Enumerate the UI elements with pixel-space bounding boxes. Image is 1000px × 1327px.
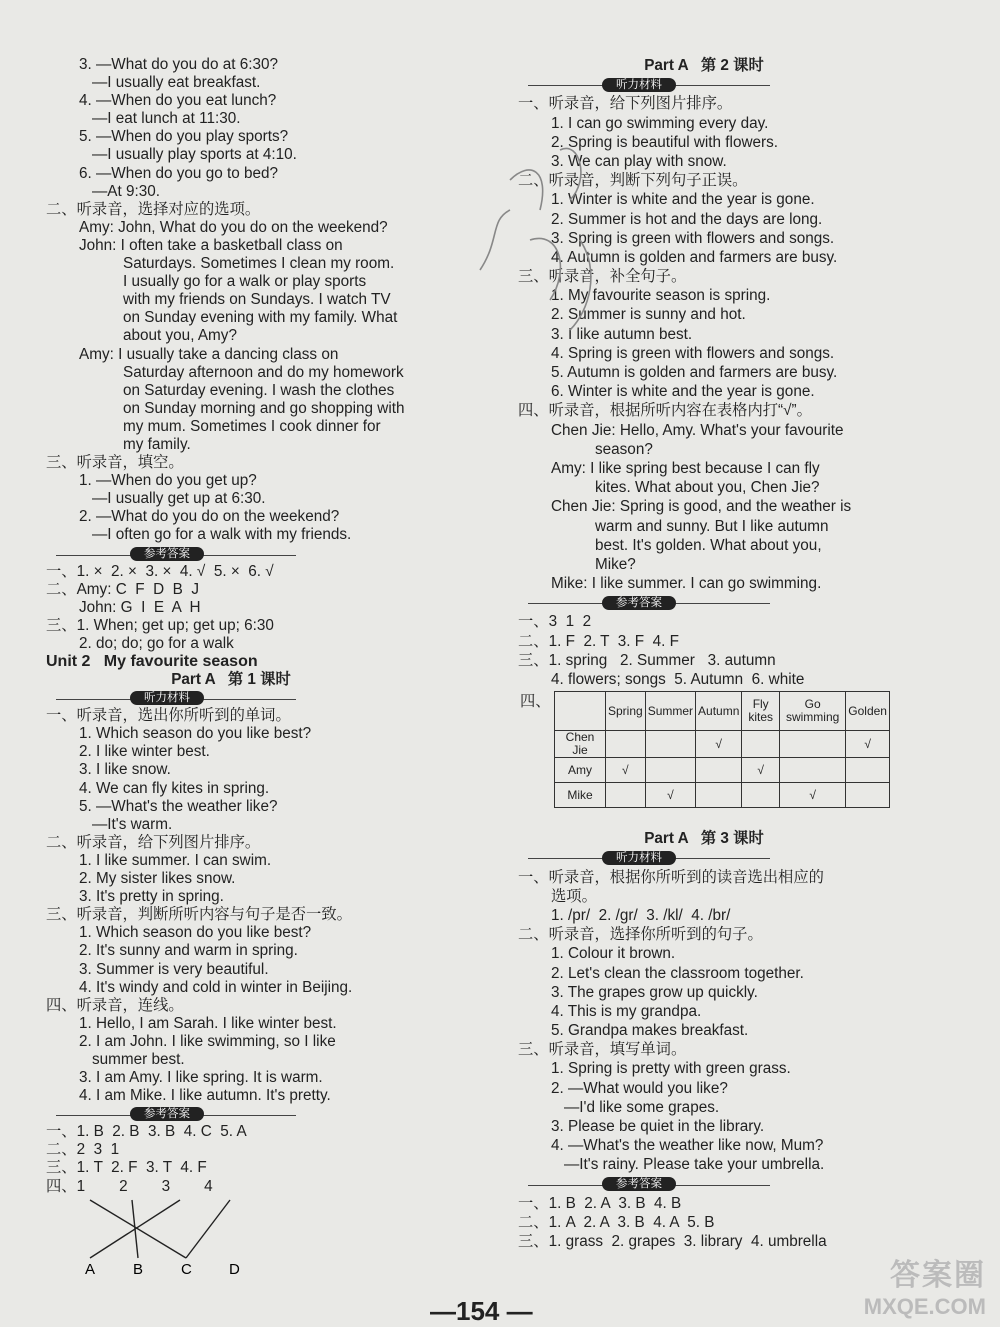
table-cell — [846, 783, 890, 808]
section-divider — [518, 593, 890, 612]
text-line: about you, Amy? — [123, 327, 237, 345]
watermark-line2: MXQE.COM — [863, 1294, 986, 1319]
text-line: 四、1 2 3 4 — [46, 1177, 213, 1195]
text-line: 4. flowers; songs 5. Autumn 6. white — [551, 671, 805, 688]
answer-table — [554, 691, 890, 808]
section-divider — [518, 75, 890, 94]
table-cell — [696, 783, 742, 808]
match-letter: B — [133, 1260, 144, 1278]
text-line: 一、3 1 2 — [518, 613, 592, 631]
text-line: 4. I am Mike. I like autumn. It's pretty. — [79, 1087, 331, 1105]
table-cell — [696, 758, 742, 783]
text-line: with my friends on Sundays. I watch TV — [123, 291, 391, 309]
handwritten-pencil-scribble — [470, 120, 630, 340]
answer-table-block — [518, 689, 890, 829]
text-line: 1. Which season do you like best? — [79, 725, 312, 743]
text-line: 1. Winter is white and the year is gone. — [551, 191, 815, 209]
text-line: 3. It's pretty in spring. — [79, 888, 224, 906]
text-line: 二、1. F 2. T 3. F 4. F — [518, 632, 679, 650]
table-cell: √ — [742, 758, 780, 783]
table-row-label: Chen Jie — [555, 731, 606, 758]
text-line: 二、1. A 2. A 3. B 4. A 5. B — [518, 1213, 715, 1231]
section-badge: 参考答案 — [602, 1177, 676, 1191]
text-line: summer best. — [92, 1050, 185, 1068]
text-line: Saturday afternoon and do my homework — [123, 363, 404, 381]
text-line: Amy: John, What do you do on the weekend? — [79, 218, 388, 236]
table-cell — [606, 731, 646, 758]
text-line: Mike? — [595, 555, 636, 573]
text-line: 1. Colour it brown. — [551, 945, 676, 963]
page-number: —154 — — [430, 1296, 533, 1326]
section-divider — [46, 545, 416, 563]
text-line: Amy: I usually take a dancing class on — [79, 345, 339, 363]
table-header-cell: Spring — [606, 692, 646, 731]
text-line: 一、1. B 2. A 3. B 4. B — [518, 1194, 682, 1212]
text-line: —I usually get up at 6:30. — [92, 490, 266, 508]
text-line: 二、听录音，给下列图片排序。 — [46, 833, 261, 851]
text-line: 一、1. × 2. × 3. × 4. √ 5. × 6. √ — [46, 562, 274, 580]
table-cell — [846, 758, 890, 783]
table-row — [555, 758, 890, 783]
text-line: 6. —When do you go to bed? — [79, 164, 278, 182]
text-line: my family. — [123, 435, 191, 453]
text-line: 3. Please be quiet in the library. — [551, 1118, 765, 1135]
text-line: 4. Spring is green with flowers and songs. — [551, 344, 835, 362]
text-line: 三、1. grass 2. grapes 3. library 4. umbrella — [518, 1233, 827, 1251]
text-line: 5. Autumn is golden and farmers are busy. — [551, 364, 838, 381]
text-line: 选项。 — [551, 887, 597, 905]
text-line: 1. Which season do you like best? — [79, 924, 312, 942]
text-line: on Saturday evening. I wash the clothes — [123, 381, 395, 399]
text-line: 4. It's windy and cold in winter in Beijing. — [79, 978, 353, 996]
text-line: on Sunday morning and go shopping with — [123, 399, 405, 417]
text-line: 3. We can play with snow. — [551, 152, 727, 170]
text-line: 三、听录音，填空。 — [46, 454, 184, 472]
text-line: kites. What about you, Chen Jie? — [595, 479, 820, 497]
text-line: Amy: I like spring best because I can fly — [551, 459, 820, 477]
text-line: 三、听录音，填写单词。 — [518, 1041, 687, 1059]
text-line: —I often go for a walk with my friends. — [92, 526, 352, 544]
right-bottom-section — [518, 829, 890, 1251]
table-row — [555, 783, 890, 808]
match-letter: C — [181, 1260, 192, 1278]
table-header-cell — [555, 692, 606, 731]
text-line: Saturdays. Sometimes I clean my room. — [123, 255, 395, 273]
text-line: —At 9:30. — [92, 182, 161, 200]
text-line: 3. —What do you do at 6:30? — [79, 56, 278, 73]
text-line: —It's rainy. Please take your umbrella. — [564, 1156, 825, 1174]
section-badge: 听力材料 — [602, 78, 676, 92]
table-cell — [645, 758, 695, 783]
text-line: 5. —What's the weather like? — [79, 797, 278, 815]
text-line: my mum. Sometimes I cook dinner for — [123, 417, 381, 435]
text-line: 1. Spring is pretty with green grass. — [551, 1060, 791, 1078]
text-line: 三、听录音，判断所听内容与句子是否一致。 — [46, 906, 352, 924]
text-line: John: I often take a basketball class on — [79, 236, 343, 254]
text-line: Chen Jie: Hello, Amy. What's your favourite — [551, 421, 844, 439]
text-line: 1. I like summer. I can swim. — [79, 851, 272, 869]
text-line: 1. My favourite season is spring. — [551, 287, 771, 305]
text-line: 3. I like autumn best. — [551, 325, 693, 343]
text-line: —I eat lunch at 11:30. — [92, 110, 241, 128]
section-divider — [46, 689, 416, 707]
text-line: John: G I E A H — [79, 598, 201, 616]
table-header-cell: Autumn — [696, 692, 742, 731]
section-badge: 参考答案 — [130, 547, 204, 561]
section-divider — [518, 848, 890, 867]
text-line: 2. Let's clean the classroom together. — [551, 964, 804, 982]
table-header-cell: Golden — [846, 692, 890, 731]
matching-diagram — [46, 1196, 416, 1278]
text-line: 一、听录音，选出你所听到的单词。 — [46, 707, 291, 725]
text-line: 三、1. T 2. F 3. T 4. F — [46, 1159, 207, 1177]
left-column — [46, 56, 416, 1278]
text-line: 一、听录音，给下列图片排序。 — [518, 95, 733, 113]
text-line: Mike: I like summer. I can go swimming. — [551, 575, 822, 593]
text-line: 3. The grapes grow up quickly. — [551, 983, 758, 1001]
text-line: 二、Amy: C F D B J — [46, 580, 199, 598]
text-line: —I usually play sports at 4:10. — [92, 146, 297, 164]
text-line: 4. Autumn is golden and farmers are busy. — [551, 248, 838, 266]
text-line: 1. Hello, I am Sarah. I like winter best. — [79, 1014, 337, 1032]
text-line: warm and sunny. But I like autumn — [595, 517, 829, 535]
table-cell — [780, 731, 846, 758]
text-line: 3. Spring is green with flowers and songs. — [551, 229, 835, 247]
text-line: 4. This is my grandpa. — [551, 1002, 702, 1020]
table-row-label: Mike — [555, 783, 606, 808]
text-line: 二、听录音，选择对应的选项。 — [46, 200, 261, 218]
text-line: 三、1. When; get up; get up; 6:30 — [46, 616, 274, 634]
match-letter: D — [229, 1260, 240, 1278]
table-cell — [645, 731, 695, 758]
text-line: —It's warm. — [92, 815, 173, 833]
table-row-label: Amy — [555, 758, 606, 783]
text-line: 4. We can fly kites in spring. — [79, 779, 270, 797]
text-line: 4. —When do you eat lunch? — [79, 92, 277, 110]
text-line: 1. I can go swimming every day. — [551, 114, 769, 132]
table-cell: √ — [606, 758, 646, 783]
text-line: 二、听录音，选择你所听到的句子。 — [518, 926, 763, 944]
lesson-heading: Part A 第 3 课时 — [644, 830, 764, 848]
text-line: Chen Jie: Spring is good, and the weather is — [551, 498, 852, 516]
text-line: 6. Winter is white and the year is gone. — [551, 383, 815, 401]
text-line: 二、听录音，判断下列句子正误。 — [518, 172, 748, 190]
text-line: 5. Grandpa makes breakfast. — [551, 1022, 749, 1040]
text-line: on Sunday evening with my family. What — [123, 309, 398, 327]
text-line: 1. —When do you get up? — [79, 472, 257, 490]
text-line: 1. /pr/ 2. /gr/ 3. /kl/ 4. /br/ — [551, 906, 731, 924]
table-cell — [742, 783, 780, 808]
section-badge: 听力材料 — [602, 851, 676, 865]
text-line: 2. Summer is sunny and hot. — [551, 306, 746, 324]
lesson-heading: Part A 第 1 课时 — [171, 671, 291, 689]
text-line: season? — [595, 440, 653, 458]
table-label: 四、 — [520, 693, 551, 711]
section-divider — [46, 1105, 416, 1123]
text-line: —I'd like some grapes. — [564, 1098, 720, 1116]
text-line: 3. I am Amy. I like spring. It is warm. — [79, 1069, 323, 1087]
lesson-heading: Part A 第 2 课时 — [644, 57, 764, 74]
text-line: 2. I am John. I like swimming, so I like — [79, 1032, 336, 1050]
table-cell — [606, 783, 646, 808]
text-line: 一、1. B 2. B 3. B 4. C 5. A — [46, 1123, 247, 1141]
text-line: 一、听录音，根据你所听到的读音选出相应的 — [518, 868, 824, 886]
text-line: 四、听录音，连线。 — [46, 996, 184, 1014]
table-cell — [780, 758, 846, 783]
text-line: 2. Summer is hot and the days are long. — [551, 210, 823, 228]
text-line: 三、1. spring 2. Summer 3. autumn — [518, 651, 776, 669]
unit-title: Unit 2 My favourite season — [46, 653, 258, 670]
text-line: 2. —What would you like? — [551, 1079, 728, 1097]
table-row — [555, 731, 890, 758]
text-line: 2. I like winter best. — [79, 743, 210, 761]
table-header-cell: Fly kites — [742, 692, 780, 731]
match-line — [186, 1200, 230, 1258]
text-line: 3. Summer is very beautiful. — [79, 960, 269, 978]
text-line: 二、2 3 1 — [46, 1141, 120, 1159]
text-line: 4. —What's the weather like now, Mum? — [551, 1137, 824, 1155]
table-cell: √ — [780, 783, 846, 808]
table-cell: √ — [846, 731, 890, 758]
table-header-cell: Summer — [645, 692, 695, 731]
section-badge: 听力材料 — [130, 691, 204, 705]
table-cell — [742, 731, 780, 758]
text-line: 2. Spring is beautiful with flowers. — [551, 133, 779, 151]
text-line: 5. —When do you play sports? — [79, 128, 289, 146]
text-line: 2. It's sunny and warm in spring. — [79, 942, 298, 960]
text-line: 2. —What do you do on the weekend? — [79, 508, 340, 526]
text-line: 四、听录音，根据所听内容在表格内打“√”。 — [518, 402, 812, 420]
text-line: 2. do; do; go for a walk — [79, 634, 234, 652]
table-cell: √ — [696, 731, 742, 758]
section-badge: 参考答案 — [602, 596, 676, 610]
table-header-cell: Go swimming — [780, 692, 846, 731]
text-line: best. It's golden. What about you, — [595, 536, 822, 554]
watermark-line1: 答案圈 — [890, 1259, 986, 1292]
text-line: 2. My sister likes snow. — [79, 870, 236, 888]
section-badge: 参考答案 — [130, 1107, 204, 1121]
text-line: —I usually eat breakfast. — [92, 74, 261, 92]
text-line: 三、听录音，补全句子。 — [518, 268, 687, 286]
table-cell: √ — [645, 783, 695, 808]
section-divider — [518, 1175, 890, 1194]
watermark — [864, 1250, 986, 1320]
text-line: I usually go for a walk or play sports — [123, 273, 367, 291]
match-letter: A — [85, 1260, 96, 1278]
text-line: 3. I like snow. — [79, 761, 171, 779]
